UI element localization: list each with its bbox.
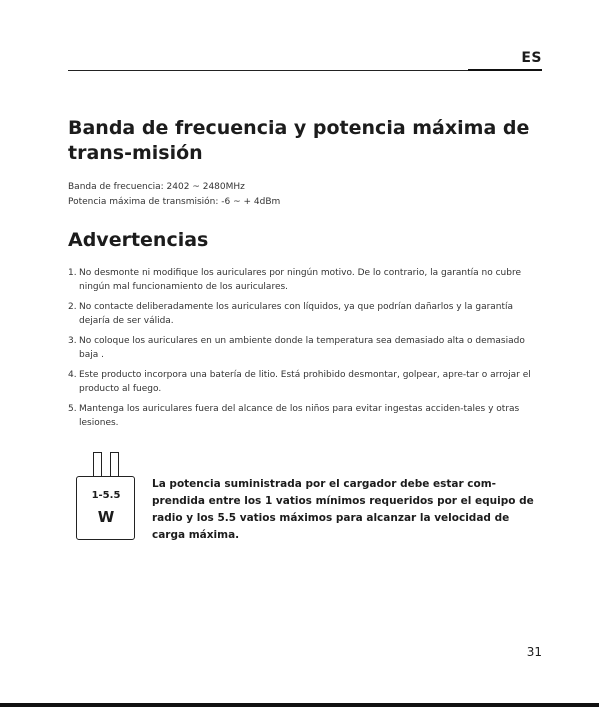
charger-prong-left bbox=[93, 452, 102, 476]
warning-number: 1. bbox=[68, 268, 77, 278]
frequency-band-line: Banda de frecuencia: 2402 ~ 2480MHz bbox=[68, 182, 245, 192]
warnings-list bbox=[68, 266, 546, 436]
charger-notice-text: La potencia suministrada por el cargador debe estar com-prendida entre los 1 vatios mínimos requeridos por el equipo de radio y los 5.5 vatios máximos para alcanzar la velocidad de carga máxima. bbox=[152, 478, 534, 541]
language-code: ES bbox=[521, 50, 542, 66]
charger-icon bbox=[76, 452, 136, 540]
warning-number: 4. bbox=[68, 370, 77, 380]
warning-number: 5. bbox=[68, 404, 77, 414]
warning-item bbox=[68, 266, 546, 294]
charger-unit: W bbox=[97, 508, 115, 526]
warning-text: Este producto incorpora una batería de litio. Está prohibido desmontar, golpear, apre-tar o arrojar el producto al fuego. bbox=[79, 370, 531, 394]
charger-prong-right bbox=[110, 452, 119, 476]
charger-rating: 1-5.5 bbox=[91, 490, 121, 501]
frequency-section-title: Banda de frecuencia y potencia máxima de trans-misión bbox=[68, 117, 530, 164]
warning-item bbox=[68, 300, 546, 328]
header-divider-accent bbox=[468, 69, 542, 71]
page-bottom-edge bbox=[0, 703, 599, 707]
warning-item bbox=[68, 402, 546, 430]
max-power-line: Potencia máxima de transmisión: -6 ~ + 4dBm bbox=[68, 197, 281, 207]
warnings-title: Advertencias bbox=[68, 229, 209, 251]
warning-text: No desmonte ni modifique los auriculares por ningún motivo. De lo contrario, la garantía no cubre ningún mal funcionamiento de los auriculares. bbox=[79, 268, 522, 292]
warning-item bbox=[68, 368, 546, 396]
warning-item bbox=[68, 334, 546, 362]
warning-text: Mantenga los auriculares fuera del alcance de los niños para evitar ingestas acciden-tales y otras lesiones. bbox=[79, 404, 520, 428]
warning-text: No coloque los auriculares en un ambiente donde la temperatura sea demasiado alta o demasiado baja . bbox=[79, 336, 525, 360]
warning-number: 3. bbox=[68, 336, 77, 346]
frequency-specs bbox=[68, 180, 280, 210]
warning-text: No contacte deliberadamente los auriculares con líquidos, ya que podrían dañarlos y la garantía dejaría de ser válida. bbox=[79, 302, 514, 326]
warning-number: 2. bbox=[68, 302, 77, 312]
page-number: 31 bbox=[526, 645, 542, 659]
